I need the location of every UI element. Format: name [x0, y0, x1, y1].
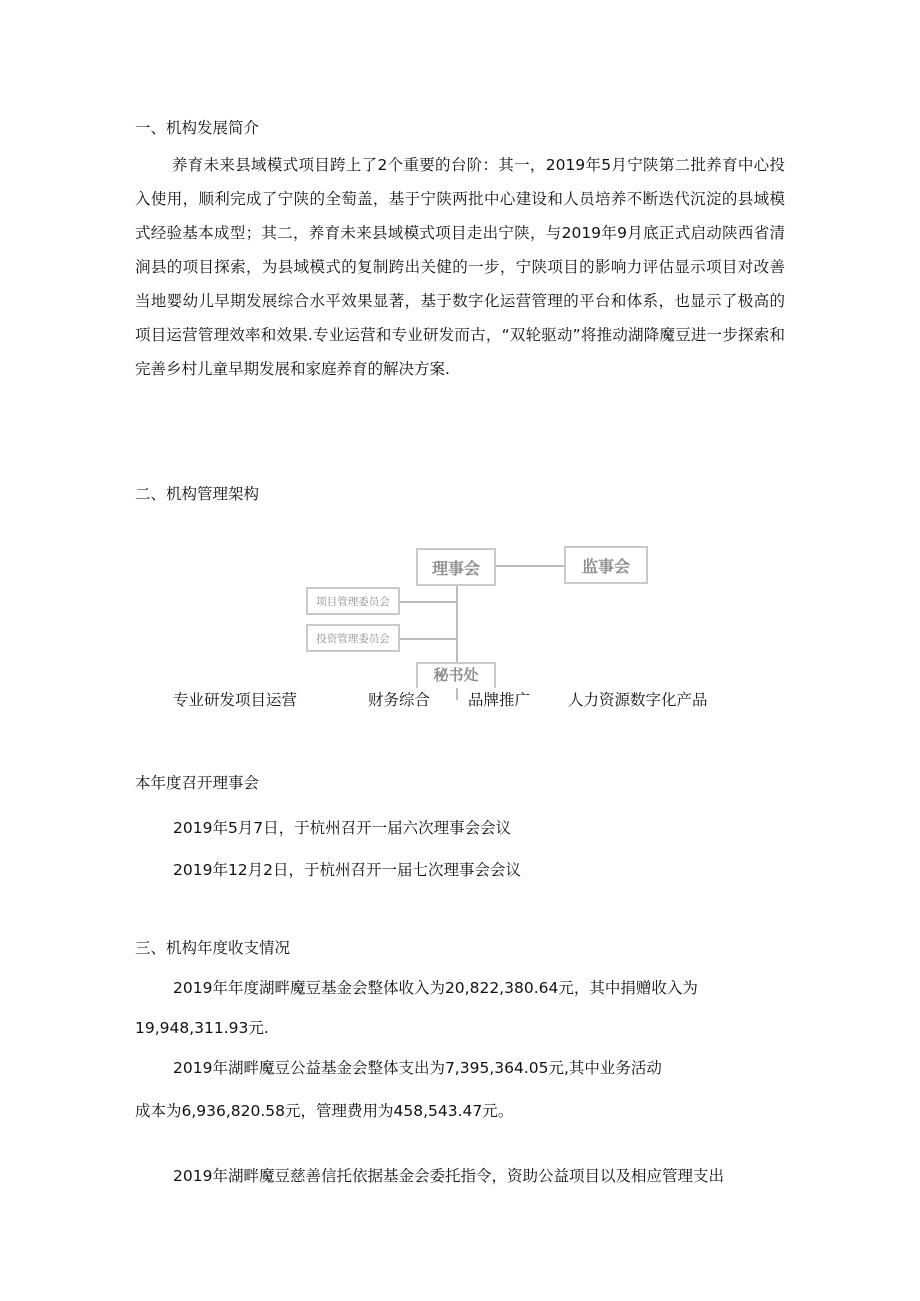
- dept-item: 财务综合: [368, 691, 431, 709]
- section3-heading: 三、机构年度收支情况: [135, 939, 291, 957]
- org-line-project: [400, 601, 458, 603]
- org-investment-committee-box: 投资管理委员会: [306, 624, 400, 652]
- org-chart: [300, 540, 660, 690]
- section2-heading: 二、机构管理架构: [135, 485, 260, 503]
- section1-paragraph: [135, 148, 785, 386]
- org-project-committee-box: 项目管理委员会: [306, 587, 400, 615]
- org-secretariat-box: 秘书处: [416, 662, 496, 688]
- org-line-supervisors: [496, 565, 564, 567]
- dept-item: 人力资源数字化产品: [568, 691, 708, 709]
- dept-item: 品牌推广: [468, 691, 531, 709]
- meeting-item: 2019年5月7日，于杭州召开一届六次理事会会议: [173, 819, 512, 837]
- expense-line2: 成本为6,936,820.58元，管理费用为458,543.47元。: [135, 1102, 514, 1120]
- section1-heading: 一、机构发展简介: [135, 119, 260, 137]
- meetings-title: 本年度召开理事会: [135, 774, 260, 792]
- section1-paragraph-text: 养育未来县域模式项目跨上了2个重要的台阶：其一，2019年5月宁陕第二批养育中心投入使用，顺利完成了宁陕的全萄盖，基于宁陕两批中心建设和人员培养不断迭代沉淀的县域模式经验基本成型；其二，养育未来县域模式项目走出宁陕，与2019年9月底正式启动陕西省清涧县的项目探索，为县域模式的复制跨出关健的一步，宁陕项目的影响力评估显示项目对改善当地婴幼儿早期发展综合水平效果显著，基于数字化运营管理的平台和体系，也显示了极高的项目运营管理效率和效果.专业运营和专业研发而古，“双轮驱动”将推动湖降魔豆进一步探索和完善乡村儿童早期发展和家庭养育的解决方案.: [135, 156, 785, 378]
- meeting-item: 2019年12月2日，于杭州召开一届七次理事会会议: [173, 861, 522, 879]
- expense-line1: 2019年湖畔魔豆公益基金会整体支出为7,395,364.05元,其中业务活动: [173, 1059, 662, 1077]
- org-board-box: 理事会: [416, 548, 496, 586]
- trust-line: 2019年湖畔魔豆慈善信托依据基金会委托指令，资助公益项目以及相应管理支出: [173, 1167, 724, 1185]
- dept-item: 专业研发项目运营: [173, 691, 298, 709]
- income-line1: 2019年年度湖畔魔豆基金会整体收入为20,822,380.64元，其中捐赠收入为: [173, 979, 698, 997]
- org-line-investment: [400, 638, 458, 640]
- income-line2: 19,948,311.93元.: [135, 1019, 269, 1037]
- org-supervisors-box: 监事会: [564, 546, 648, 584]
